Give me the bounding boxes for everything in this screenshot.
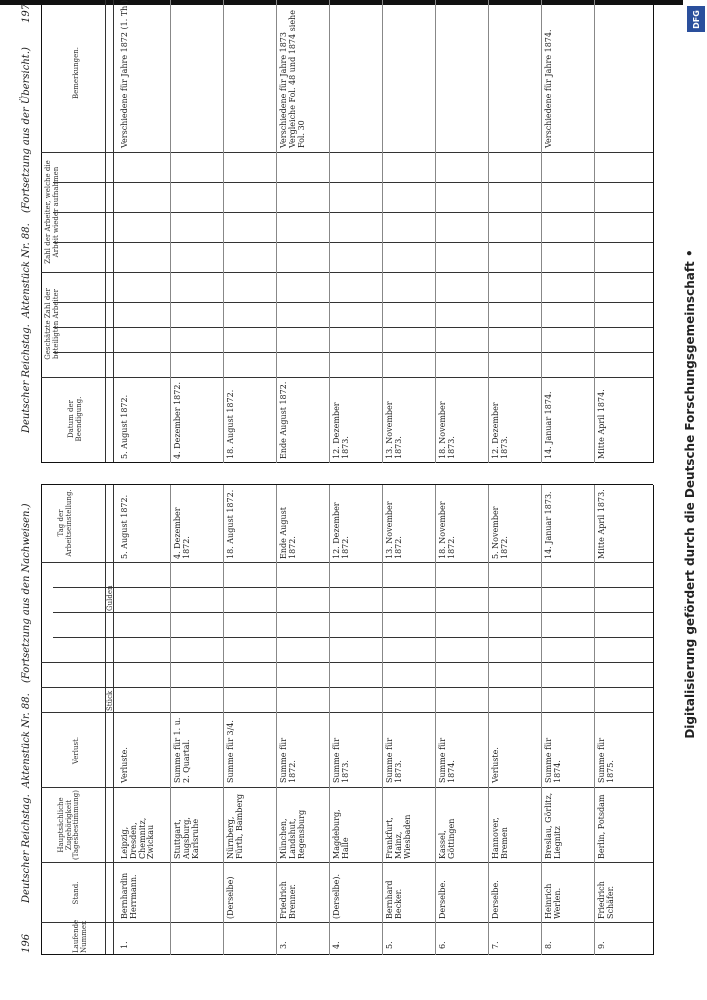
- row-end-date: 18. August 1872.: [226, 389, 235, 459]
- row-divider: [223, 0, 224, 463]
- col-header-tag: Tag der Arbeitseinstellung.: [57, 489, 73, 557]
- row-end-date: 4. Dezember 1872.: [173, 382, 182, 459]
- row-stand: Derselbe.: [438, 880, 447, 919]
- row-divider: [329, 485, 330, 955]
- row-end-date: 12. Dezember 1873.: [491, 402, 509, 459]
- page-number-left: 196: [21, 933, 32, 953]
- row-zugehoerigkeit: Nürnberg, Fürth, Bamberg: [226, 793, 244, 859]
- row-stand: Bernhard Becker.: [385, 880, 403, 919]
- row-stand: Friedrich Brenner.: [279, 881, 297, 919]
- row-divider: [488, 485, 489, 955]
- row-number: 9.: [597, 941, 606, 949]
- sidebar-strip: [683, 0, 707, 1000]
- row-divider: [382, 0, 383, 463]
- column-rule: [53, 612, 653, 613]
- row-number: 8.: [544, 941, 553, 949]
- column-rule: [41, 787, 653, 788]
- row-date: 5. November 1872.: [491, 506, 509, 559]
- row-number: 5.: [385, 941, 394, 949]
- left-title: Deutscher Reichstag.: [21, 794, 32, 903]
- row-verlust: Verluste.: [120, 747, 129, 783]
- row-verlust: Summe für 1. u. 2. Quartal.: [173, 717, 191, 783]
- row-number: 6.: [438, 941, 447, 949]
- row-stand: Bernhardin Herrmann.: [120, 872, 138, 919]
- row-divider: [594, 485, 595, 955]
- row-verlust: Summe für 3/4.: [226, 720, 235, 783]
- column-rule: [41, 152, 653, 153]
- rotated-document: [13, 0, 671, 963]
- row-note: Verschiedene für Jahre 1873 Vergleiche Fol. 48 und 1874 siehe Fol. 30: [279, 10, 306, 148]
- right-section: Aktenstück Nr. 88.: [21, 223, 32, 318]
- row-zugehoerigkeit: Leipzig, Dresden, Chemnitz, Zwickau: [120, 817, 156, 859]
- row-verlust: Verluste.: [491, 747, 500, 783]
- row-end-date: 13. November 1873.: [385, 401, 403, 459]
- col-header-nr: Laufende Nummer.: [72, 919, 88, 953]
- header-rule: [105, 0, 106, 463]
- left-section: Aktenstück Nr. 88.: [21, 693, 32, 788]
- header-rule: [113, 0, 114, 463]
- row-divider: [329, 0, 330, 463]
- table-border: [41, 0, 42, 463]
- column-rule: [41, 662, 653, 663]
- row-date: 18. November 1872.: [438, 501, 456, 559]
- col-header-zug: Hauptsächliche Zugehörigkeit (Tagesbestimmung): [57, 789, 81, 860]
- row-end-date: 12. Dezember 1873.: [332, 402, 350, 459]
- unit-label: Gulden: [106, 585, 114, 611]
- row-end-date: Ende August 1872.: [279, 381, 288, 459]
- column-rule: [53, 637, 653, 638]
- column-rule: [41, 862, 653, 863]
- column-rule: [53, 327, 653, 328]
- table-border: [653, 485, 654, 955]
- row-zugehoerigkeit: München, Landshut, Regensburg: [279, 809, 306, 859]
- row-date: 4. Dezember 1872.: [173, 507, 191, 559]
- left-subtitle: (Fortsetzung aus den Nachweisen.): [21, 503, 32, 683]
- row-zugehoerigkeit: Berlin, Potsdam: [597, 794, 606, 859]
- col-header-stand: Stand.: [72, 881, 80, 905]
- row-end-date: 5. August 1872.: [120, 394, 129, 459]
- row-zugehoerigkeit: Stuttgart, Augsburg, Karlsruhe: [173, 817, 200, 859]
- row-divider: [170, 0, 171, 463]
- header-rule: [105, 485, 106, 955]
- column-rule: [53, 212, 653, 213]
- row-note: Verschiedene für Jahre 1872 (1. Th.): [120, 0, 129, 148]
- row-verlust: Summe für 1873.: [332, 737, 350, 783]
- column-rule: [53, 352, 653, 353]
- col-header-beendigung: Datum der Beendigung.: [67, 396, 83, 442]
- row-divider: [594, 0, 595, 463]
- row-zugehoerigkeit: Magdeburg, Halle: [332, 809, 350, 859]
- row-end-date: Mitte April 1874.: [597, 389, 606, 459]
- column-rule: [53, 182, 653, 183]
- row-divider: [170, 485, 171, 955]
- row-stand: (Derselbe).: [332, 873, 341, 919]
- column-rule: [53, 242, 653, 243]
- col-header-bemerkungen: Bemerkungen.: [72, 46, 80, 100]
- row-verlust: Summe für 1872.: [279, 737, 297, 783]
- row-number: 4.: [332, 941, 341, 949]
- row-stand: (Derselbe): [226, 876, 235, 919]
- row-number: 3.: [279, 941, 288, 949]
- page-number-right: 197: [21, 3, 32, 23]
- row-divider: [382, 485, 383, 955]
- row-date: 18. August 1872.: [226, 489, 235, 559]
- row-stand: Derselbe.: [491, 880, 500, 919]
- row-date: 5. August 1872.: [120, 494, 129, 559]
- column-rule: [41, 712, 653, 713]
- col-header-verlust: Verlust.: [72, 736, 80, 765]
- row-end-date: 18. November 1873.: [438, 401, 456, 459]
- row-number: 7.: [491, 941, 500, 949]
- column-rule: [41, 562, 653, 563]
- dfg-logo: [687, 6, 705, 32]
- col-header-beteiligt: Geschätzte Zahl der beteiligten Arbeiter: [44, 288, 60, 360]
- row-divider: [276, 485, 277, 955]
- row-divider: [276, 0, 277, 463]
- right-title: Deutscher Reichstag.: [21, 324, 32, 433]
- row-zugehoerigkeit: Kassel, Göttingen: [438, 818, 456, 859]
- row-stand: Friedrich Schäfer.: [597, 881, 615, 919]
- row-end-date: 14. Januar 1874.: [544, 391, 553, 459]
- row-verlust: Summe für 1874.: [438, 737, 456, 783]
- column-rule: [41, 922, 653, 923]
- col-header-wieder: Zahl der Arbeiter, welche die Arbeit wieder aufnahmen: [44, 160, 60, 264]
- table-border: [653, 0, 654, 463]
- row-date: 13. November 1872.: [385, 501, 403, 559]
- row-date: 12. Dezember 1872.: [332, 502, 350, 559]
- dfg-logo-text: DFG: [691, 9, 701, 29]
- row-zugehoerigkeit: Hannover, Bremen: [491, 817, 509, 859]
- dfg-credit: Digitalisierung gefördert durch die Deutsche Forschungsgemeinschaft •: [683, 249, 697, 739]
- right-subtitle: (Fortsetzung aus der Übersicht.): [21, 47, 32, 213]
- column-rule: [53, 587, 653, 588]
- row-stand: Heinrich Werlen.: [544, 883, 562, 919]
- row-verlust: Summe für 1875.: [597, 737, 615, 783]
- table-border: [41, 954, 653, 955]
- column-rule: [41, 687, 653, 688]
- row-divider: [435, 485, 436, 955]
- header-rule: [113, 485, 114, 955]
- row-divider: [223, 485, 224, 955]
- row-zugehoerigkeit: Frankfurt, Mainz, Wiesbaden: [385, 814, 412, 859]
- column-rule: [41, 377, 653, 378]
- table-border: [41, 484, 653, 485]
- row-divider: [541, 485, 542, 955]
- table-border: [41, 485, 42, 955]
- column-rule: [41, 272, 653, 273]
- row-date: 14. Januar 1873.: [544, 491, 553, 559]
- row-number: 1.: [120, 941, 129, 949]
- row-note: Verschiedene für Jahre 1874.: [544, 29, 553, 148]
- unit-label: Stück: [106, 690, 114, 711]
- row-date: Mitte April 1873.: [597, 489, 606, 559]
- row-date: Ende August 1872.: [279, 507, 297, 559]
- table-border: [41, 462, 653, 463]
- row-divider: [488, 0, 489, 463]
- row-divider: [541, 0, 542, 463]
- row-zugehoerigkeit: Breslau, Görlitz, Liegnitz: [544, 792, 562, 859]
- row-verlust: Summe für 1874.: [544, 737, 562, 783]
- row-divider: [435, 0, 436, 463]
- column-rule: [53, 302, 653, 303]
- row-verlust: Summe für 1873.: [385, 737, 403, 783]
